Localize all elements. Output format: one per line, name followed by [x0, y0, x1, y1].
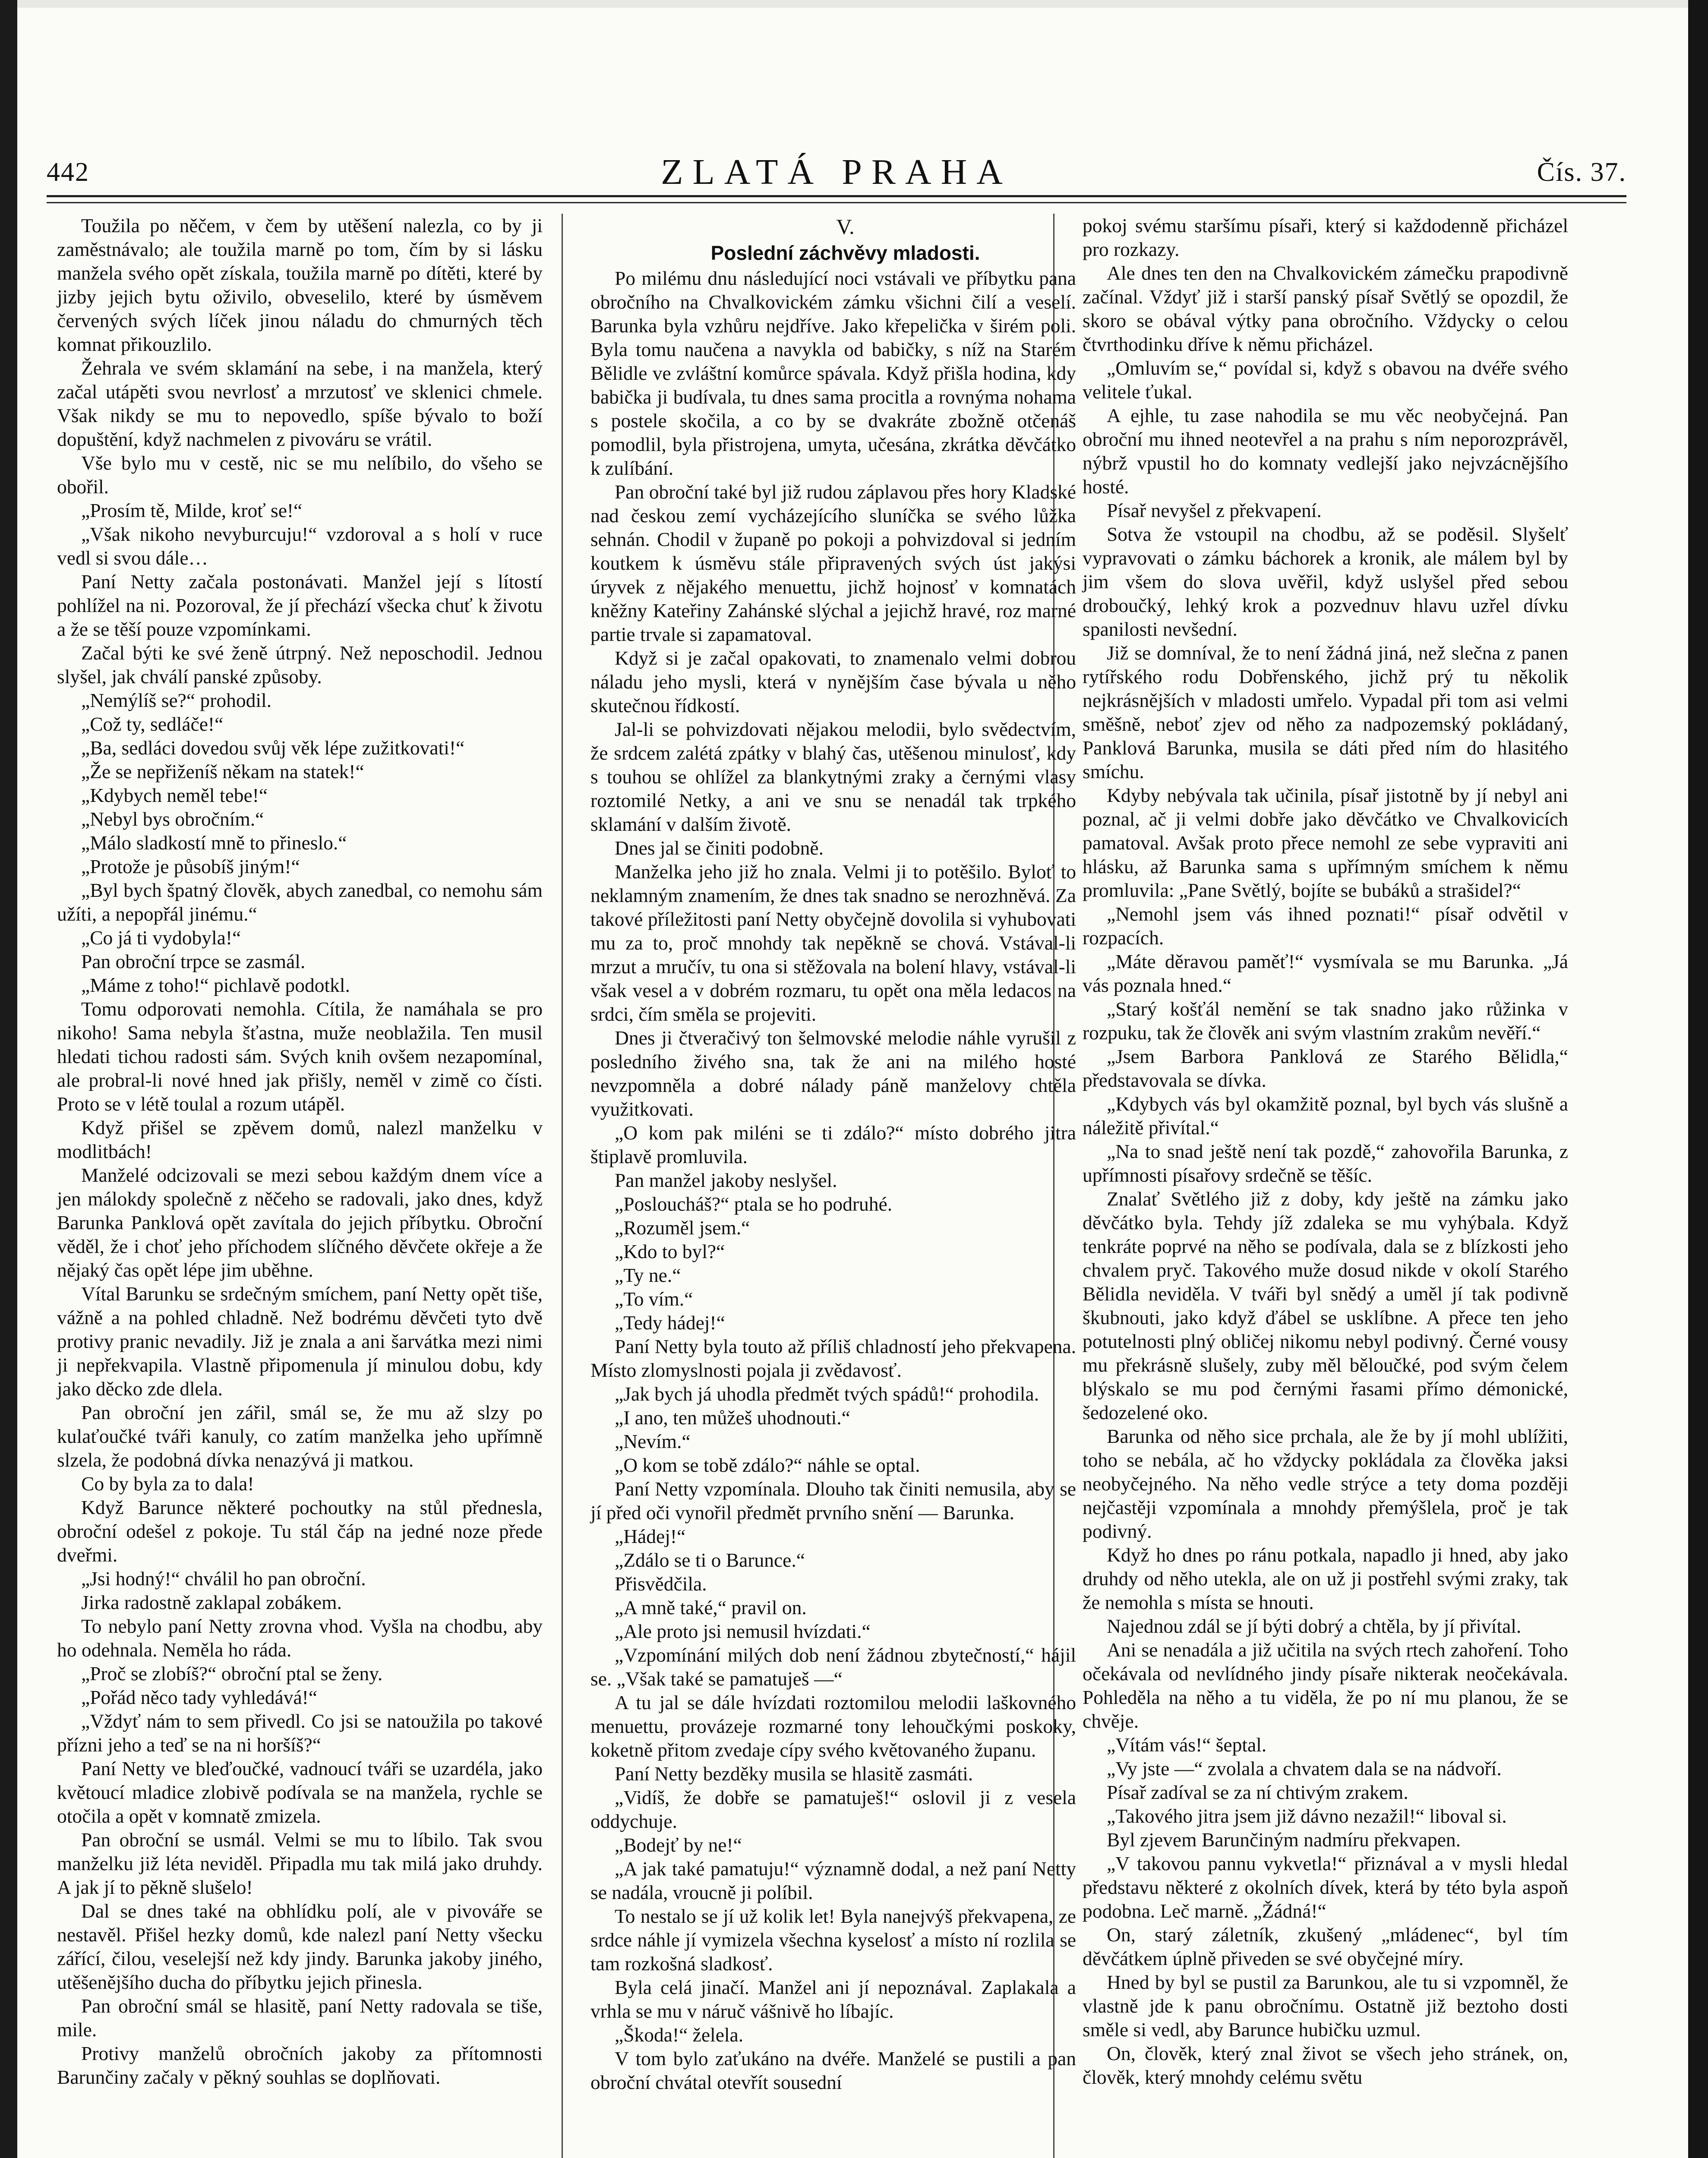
paragraph: „Že se nepřiženíš někam na statek!“	[81, 760, 364, 782]
paragraph: Pan obroční také byl již rudou záplavou přes hory Kladské nad českou zemí vycházejícího sluníčka se svého lůžka sehnán. Chodil v županě po pokoji a pohvizdoval si jedním koutkem k úsměvu stále připravených svých úst jakýsi úryvek z nějakého menuettu, jichž hojnosť v komnatách kněžny Kateřiny Zahánské slýchal a jejichž hravé, roz marné partie trvale si zapamatoval.	[590, 481, 1076, 645]
header-rule-thin	[47, 202, 1626, 203]
paragraph: Vítal Barunku se srdečným smíchem, paní Netty opět tiše, vážně a na pohled chladně. Než bodrému děvčeti tyto dvě protivy pranic nevadily. Již je znala a ani šarvátka mezi nimi ji nepřekvapila. Vlastně připomenula jí minulou dobu, kdy jako děcko zde dlela.	[57, 1283, 543, 1400]
paragraph: A ejhle, tu zase nahodila se mu věc neobyčejná. Pan obroční mu ihned neotevřel a na prahu s ním neporozprávěl, nýbrž vpustil ho do komnaty vedlejší jako nejvzácnějšího hosté.	[1083, 404, 1568, 498]
paragraph: „Ba, sedláci dovedou svůj věk lépe zužitkovati!“	[81, 737, 465, 759]
paragraph: Dal se dnes také na obhlídku polí, ale v pivováře se nestavěl. Přišel hezky domů, kde nalezl paní Netty všecku zářící, čilou, veselejší než kdy jindy. Barunka jakoby jiného, utěšenějšího ducha do příbytku jejich přinesla.	[57, 1900, 543, 1993]
paragraph: Toužila po něčem, v čem by utěšení nalezla, co by ji zaměstnávalo; ale toužila marně po tom, čím by si lásku manžela svého opět získala, toužila marně po dítěti, které by jizby jejich bytu oživilo, obveselilo, které by úsměvem červených svých líček jinou náladu do chmurných těch komnat přikouzlilo.	[57, 215, 543, 355]
paragraph: Dnes ji čtveračivý ton šelmovské melodie náhle vyrušil z posledního živého sna, tak že ani na milého hosté nevzpomněla a dobré nálady páně manželovy chtěla využitkovati.	[590, 1027, 1076, 1120]
paragraph: Barunka od něho sice prchala, ale že by jí mohl ublížiti, toho se nebála, ač ho vždycky pokládala za člověka jaksi neobyčejného. Na něho vedle strýce a tety doma později nejčastěji vzpomínala a mnohdy přemýšlela, proč je tak podivný.	[1083, 1425, 1568, 1542]
paragraph: Najednou zdál se jí býti dobrý a chtěla, by jí přivítal.	[1107, 1615, 1522, 1637]
paragraph: „Nemýlíš se?“ prohodil.	[81, 689, 272, 711]
paragraph: „A mně také,“ pravil on.	[615, 1596, 807, 1618]
text-column-2	[590, 214, 1076, 2094]
paragraph: A tu jal se dále hvízdati roztomilou melodii laškovného menuettu, provázeje rozmarné tony lehoučkými poskoky, koketně přitom zvedaje cípy svého květovaného županu.	[590, 1691, 1076, 1761]
paragraph: „Co já ti vydobyla!“	[81, 927, 241, 949]
paragraph: „Vy jste —“ zvolala a chvatem dala se na nádvoří.	[1107, 1757, 1502, 1779]
paragraph: To nestalo se jí už kolik let! Byla nanejvýš překvapena, ze srdce náhle jí vymizela všechna kyselosť a místo ní rozlila se tam rozkošná sladkosť.	[590, 1905, 1076, 1975]
paragraph: Když si je začal opakovati, to znamenalo velmi dobrou náladu jeho mysli, která v nynějším čase bývala u něho skutečnou řídkostí.	[590, 647, 1076, 716]
paragraph: „Na to snad ještě není tak pozdě,“ zahovořila Barunka, z upřímnosti písařovy srdečně se těšíc.	[1083, 1140, 1568, 1186]
paragraph: Co by byla za to dala!	[81, 1473, 254, 1495]
paragraph: „Ale proto jsi nemusil hvízdati.“	[615, 1620, 871, 1642]
paragraph: Již se domníval, že to není žádná jiná, než slečna z panen rytířského rodu Dobřenského, jichž prý tu několik nejkrásnějších v mladosti umřelo. Vypadal při tom asi velmi směšně, neboť zjev od něho za nadpozemský pokládaný, Panklová Barunka, musila se dáti před ním do hlasitého smíchu.	[1083, 642, 1568, 782]
paragraph: Byl zjevem Barunčiným nadmíru překvapen.	[1107, 1829, 1461, 1851]
paragraph: Paní Netty ve bleďoučké, vadnoucí tváři se uzardéla, jako květoucí mladice zlobivě podívala se na manžela, rychle se otočila a opět v komnatě zmizela.	[57, 1757, 543, 1827]
paragraph: „Nebyl bys obročním.“	[81, 808, 264, 830]
section-title: Poslední záchvěvy mladosti.	[710, 242, 980, 264]
periodical-title: ZLATÁ PRAHA	[661, 152, 1012, 192]
paragraph: „Nevím.“	[615, 1430, 691, 1452]
paragraph: Písař nevyšel z překvapení.	[1107, 499, 1322, 521]
paragraph: „Hádej!“	[615, 1525, 686, 1547]
paragraph: pokoj svému staršímu písaři, který si každodenně přicházel pro rozkazy.	[1083, 215, 1568, 260]
paragraph: Znalať Světlého již z doby, kdy ještě na zámku jako děvčátko byla. Tehdy jíž zdaleka se mu vyhýbala. Když tenkráte poprvé na něho se podívala, dala se z blízkosti jeho chvalem pryč. Takového muže dosud nikde v okolí Starého Bělidla neviděla. V tváři byl snědý a uměl jí tak podivně škubnouti, jako když ďábel se usklíbne. A přece ten jeho potutelnosti plný obličej nikomu nebyl podivný. Černé vousy mu překrásně slušely, zuby měl běloučké, pod svým čelem blýskalo se mu pod černými řasami přímo démonické, šedozelené oko.	[1083, 1188, 1568, 1423]
scan-border-right	[1688, 0, 1708, 2158]
paragraph: „Prosím tě, Milde, kroť se!“	[81, 499, 303, 521]
paragraph: Manželé odcizovali se mezi sebou každým dnem více a jen málokdy společně z něčeho se radovali, jako dnes, když Barunka Panklová opět zavítala do jejich příbytku. Obroční věděl, že i choť jeho příchodem slíčného děvčete okřeje a že nějaký čas opět lépe jim uběhne.	[57, 1164, 543, 1281]
paragraph: Začal býti ke své ženě útrpný. Než neposchodil. Jednou slyšel, jak chválí panské způsoby.	[57, 642, 543, 688]
page-header	[47, 147, 1626, 194]
paragraph: „Byl bych špatný člověk, abych zanedbal, co nemohu sám užíti, a nepopřál jinému.“	[57, 879, 543, 925]
paragraph: „O kom pak miléni se ti zdálo?“ místo dobrého jitra štiplavě promluvila.	[590, 1122, 1076, 1167]
paragraph: „Ty ne.“	[615, 1264, 681, 1286]
paragraph: Hned by byl se pustil za Barunkou, ale tu si vzpomněl, že vlastně jde k panu obročnímu. Ostatně již beztoho dosti směle si vedl, aby Barunce hubičku uzmul.	[1083, 1971, 1568, 2041]
paragraph: To nebylo paní Netty zrovna vhod. Vyšla na chodbu, aby ho odehnala. Neměla ho ráda.	[57, 1615, 543, 1661]
paragraph: „Však nikoho nevyburcuju!“ vzdoroval a s holí v ruce vedl si svou dále…	[57, 523, 543, 569]
paragraph: „Vítám vás!“ šeptal.	[1107, 1734, 1267, 1756]
paragraph: Pan obroční smál se hlasitě, paní Netty radovala se tiše, mile.	[57, 1995, 543, 2041]
paragraph: „Posloucháš?“ ptala se ho podruhé.	[615, 1193, 893, 1215]
paragraph: On, starý záletník, zkušený „mládenec“, byl tím děvčátkem úplně přiveden se své obyčejné míry.	[1083, 1924, 1568, 1969]
text-column-1	[57, 214, 543, 2089]
paragraph: Jal-li se pohvizdovati nějakou melodii, bylo svědectvím, že srdcem zalétá zpátky v blahý čas, utěšenou minulosť, kdy s touhou se ohlížel za blankytnými zraky a černými vlasy roztomilé Netky, a ani ve snu se nenadál tak trpkého sklamání v dalším životě.	[590, 718, 1076, 835]
paragraph: „O kom se tobě zdálo?“ náhle se optal.	[615, 1454, 920, 1476]
paragraph: Protivy manželů obročních jakoby za přítomnosti Barunčiny začaly v pěkný souhlas se doplňovati.	[57, 2042, 543, 2088]
text-column-3	[1083, 214, 1568, 2089]
paragraph: Paní Netty bezděky musila se hlasitě zasmáti.	[615, 1763, 973, 1785]
paragraph: „Omluvím se,“ povídal si, když s obavou na dvéře svého velitele ťukal.	[1083, 357, 1568, 403]
header-rule-thick	[47, 195, 1626, 197]
paragraph: Pan obroční trpce se zasmál.	[81, 950, 306, 972]
scan-border-top	[17, 0, 1688, 8]
paragraph: „Jak bych já uhodla předmět tvých spádů!“ prohodila.	[615, 1383, 1039, 1405]
paragraph: V tom bylo zaťukáno na dvéře. Manželé se pustili a pan obroční chvátal otevřít sousední	[590, 2048, 1076, 2093]
paragraph: Sotva že vstoupil na chodbu, až se poděsil. Slyšelť vypravovati o zámku báchorek a kronik, ale málem byl by jim všem do slova uvěřil, když uslyšel před sebou droboučký, lehký krok a pozvednuv hlavu uzřel dívku spanilosti nevšední.	[1083, 523, 1568, 640]
paragraph: „Tedy hádej!“	[615, 1312, 725, 1334]
paragraph: Paní Netty začala postonávati. Manžel její s lítostí pohlížel na ni. Pozoroval, že jí přechází všecka chuť k životu a že se těší pouze vzpomínkami.	[57, 571, 543, 640]
paragraph: „Málo sladkostí mně to přineslo.“	[81, 832, 347, 854]
paragraph: „Pořád něco tady vyhledává!“	[81, 1686, 318, 1708]
paragraph: Kdyby nebývala tak učinila, písař jistotně by jí nebyl ani poznal, ač ji velmi dobře jako děvčátko ve Chvalkovicích pamatoval. Avšak proto přece nemohl ze sebe vypraviti ani hlásku, až Barunka sama s upřímným smíchem k němu promluvila: „Pane Světlý, bojíte se bubáků a strašidel?“	[1083, 784, 1568, 901]
paragraph: „Rozuměl jsem.“	[615, 1217, 750, 1239]
paragraph: „Protože je působíš jiným!“	[81, 855, 300, 877]
paragraph: Jirka radostně zaklapal zobákem.	[81, 1591, 342, 1613]
paragraph: Tomu odporovati nemohla. Cítila, že namáhala se pro nikoho! Sama nebyla šťastna, muže neoblažila. Ten musil hledati tichou radosti sám. Svých knih ovšem nezapomínal, ale probral-li nové hned jak přišly, neměl v zimě co čísti. Proto se v létě toulal a rozum utápěl.	[57, 998, 543, 1115]
paragraph: Byla celá jinačí. Manžel ani jí nepoznával. Zaplakala a vrhla se mu v náruč vášnivě ho líbajíc.	[590, 1976, 1076, 2022]
paragraph: „Starý košťál nemění se tak snadno jako růžinka v rozpuku, tak že člověk ani svým vlastním zrakům nevěří.“	[1083, 998, 1568, 1044]
paragraph: „Proč se zlobíš?“ obroční ptal se ženy.	[81, 1663, 383, 1685]
paragraph: „Vidíš, že dobře se pamatuješ!“ oslovil ji z vesela oddychuje.	[590, 1786, 1076, 1832]
paragraph: „Jsem Barbora Panklová ze Starého Bělidla,“ představovala se dívka.	[1083, 1045, 1568, 1091]
paragraph: „Kdybych vás byl okamžitě poznal, byl bych vás slušně a náležitě přivítal.“	[1083, 1093, 1568, 1139]
paragraph: Vše bylo mu v cestě, nic se mu nelíbilo, do všeho se obořil.	[57, 452, 543, 498]
paragraph: Po milému dnu následující noci vstávali ve příbytku pana obročního na Chvalkovickém zámku všichni čilí a veselí. Barunka byla vzhůru nejdříve. Jako křepelička v širém poli. Byla tomu naučena a navykla od babičky, s níž na Starém Bělidle ve zvláštní komůrce spávala. Když přišla hodina, kdy babička ji budívala, tu dnes sama procitla a rovnýma nohama s postele skočila, a co by se dvakráte zbožně otčenáš pomodlil, byla přistrojena, umyta, učesána, zkrátka děvčátko k zulíbání.	[590, 267, 1076, 479]
paragraph: „Vždyť nám to sem přivedl. Co jsi se natoužila po takové přízni jeho a teď se na ni horšíš?“	[57, 1710, 543, 1756]
paragraph: „Jsi hodný!“ chválil ho pan obroční.	[81, 1568, 366, 1590]
paragraph: „Vzpomínání milých dob není žádnou zbytečností,“ hájil se. „Však také se pamatuješ —“	[590, 1644, 1076, 1690]
paragraph: „Což ty, sedláče!“	[81, 713, 224, 735]
scan-border-left	[0, 0, 17, 2158]
paragraph: Manželka jeho již ho znala. Velmi ji to potěšilo. Byloť to neklamným znamením, že dnes tak snadno se nerozhněvá. Za takové příležitosti paní Netty obyčejně dovolila si vyhubovati mu za to, proč mnohdy tak nepěkně se chová. Vstával-li mrzut a mručív, tu ona si stěžovala na bolení hlavy, vstával-li však vesel a v dobrém rozmaru, tu opět ona měla ledacos na srdci, čím směla se projeviti.	[590, 861, 1076, 1025]
paragraph: Ale dnes ten den na Chvalkovickém zámečku prapodivně začínal. Vždyť již i starší panský písař Světlý se opozdil, že skoro se obával výtky pana obročního. Vždycky o celou čtvrthodinku dříve k němu přicházel.	[1083, 262, 1568, 355]
paragraph: Ani se nenadála a již učitila na svých rtech zahoření. Toho očekávala od nevlídného jindy písaře nikterak neočekávala. Pohleděla na něho a tu viděla, že po ní mu planou, že se chvěje.	[1083, 1639, 1568, 1732]
paragraph: Pan obroční se usmál. Velmi se mu to líbilo. Tak svou manželku již léta neviděl. Připadla mu tak milá jako druhdy. A jak jí to pěkně slušelo!	[57, 1829, 543, 1898]
paragraph: Pan manžel jakoby neslyšel.	[615, 1169, 837, 1191]
paragraph: Když přišel se zpěvem domů, nalezl manželku v modlitbách!	[57, 1117, 543, 1162]
paragraph: Přisvědčila.	[615, 1573, 707, 1595]
paragraph: Písař zadíval se za ní chtivým zrakem.	[1107, 1781, 1408, 1803]
paragraph: „V takovou pannu vykvetla!“ přiznával a v mysli hledal představu některé z okolních dívek, která by této byla aspoň podobna. Leč marně. „Žádná!“	[1083, 1852, 1568, 1922]
paragraph: Paní Netty vzpomínala. Dlouho tak činiti nemusila, aby se jí před oči vynořil předmět prvního snění — Barunka.	[590, 1478, 1076, 1524]
paragraph: „Takového jitra jsem již dávno nezažil!“ liboval si.	[1107, 1805, 1507, 1827]
column-divider-1	[562, 214, 563, 2158]
paragraph: „To vím.“	[615, 1288, 693, 1310]
paragraph: „I ano, ten můžeš uhodnouti.“	[615, 1407, 850, 1429]
page-number: 442	[47, 158, 89, 187]
paragraph: „Zdálo se ti o Barunce.“	[615, 1549, 805, 1571]
paragraph: Žehrala ve svém sklamání na sebe, i na manžela, který začal utápěti svou nevrlosť a mrzutosť ve sklenici chmele. Však nikdy se mu to nepovedlo, spíše bývalo to boží dopuštění, když nachmelen z pivováru se vrátil.	[57, 357, 543, 450]
paragraph: Dnes jal se činiti podobně.	[615, 837, 824, 859]
paragraph: „Máte děravou paměť!“ vysmívala se mu Barunka. „Já vás poznala hned.“	[1083, 950, 1568, 996]
paragraph: Když ho dnes po ránu potkala, napadlo ji hned, aby jako druhdy od něho utekla, ale on už ji postřehl svými zraky, tak že nemohla s místa se hnouti.	[1083, 1544, 1568, 1613]
paragraph: On, člověk, který znal život se všech jeho stránek, on, člověk, který mnohdy celému světu	[1083, 2042, 1568, 2088]
paragraph: „Kdo to byl?“	[615, 1240, 725, 1262]
paragraph: Pan obroční jen zářil, smál se, že mu až slzy po kulaťoučké tváři kanuly, co zatím manželka jeho upřímně slzela, že podobná dívka nenazývá ji matkou.	[57, 1401, 543, 1471]
section-number: V.	[836, 215, 855, 239]
paragraph: „Nemohl jsem vás ihned poznati!“ písař odvětil v rozpacích.	[1083, 903, 1568, 949]
paragraph: Paní Netty byla touto až příliš chladností jeho překvapena. Místo zlomyslnosti pojala ji zvědavosť.	[590, 1335, 1076, 1381]
paragraph: „Bodejť by ne!“	[615, 1834, 742, 1856]
paragraph: „Máme z toho!“ pichlavě podotkl.	[81, 974, 350, 996]
issue-number: Čís. 37.	[1537, 158, 1626, 187]
paragraph: „Kdybych neměl tebe!“	[81, 784, 268, 806]
paragraph: „Škoda!“ želela.	[615, 2024, 744, 2046]
paragraph: „A jak také pamatuju!“ významně dodal, a než paní Netty se nadála, vroucně ji políbil.	[590, 1858, 1076, 1903]
paragraph: Když Barunce některé pochoutky na stůl přednesla, obroční odešel z pokoje. Tu stál čáp na jedné noze přede dveřmi.	[57, 1496, 543, 1566]
